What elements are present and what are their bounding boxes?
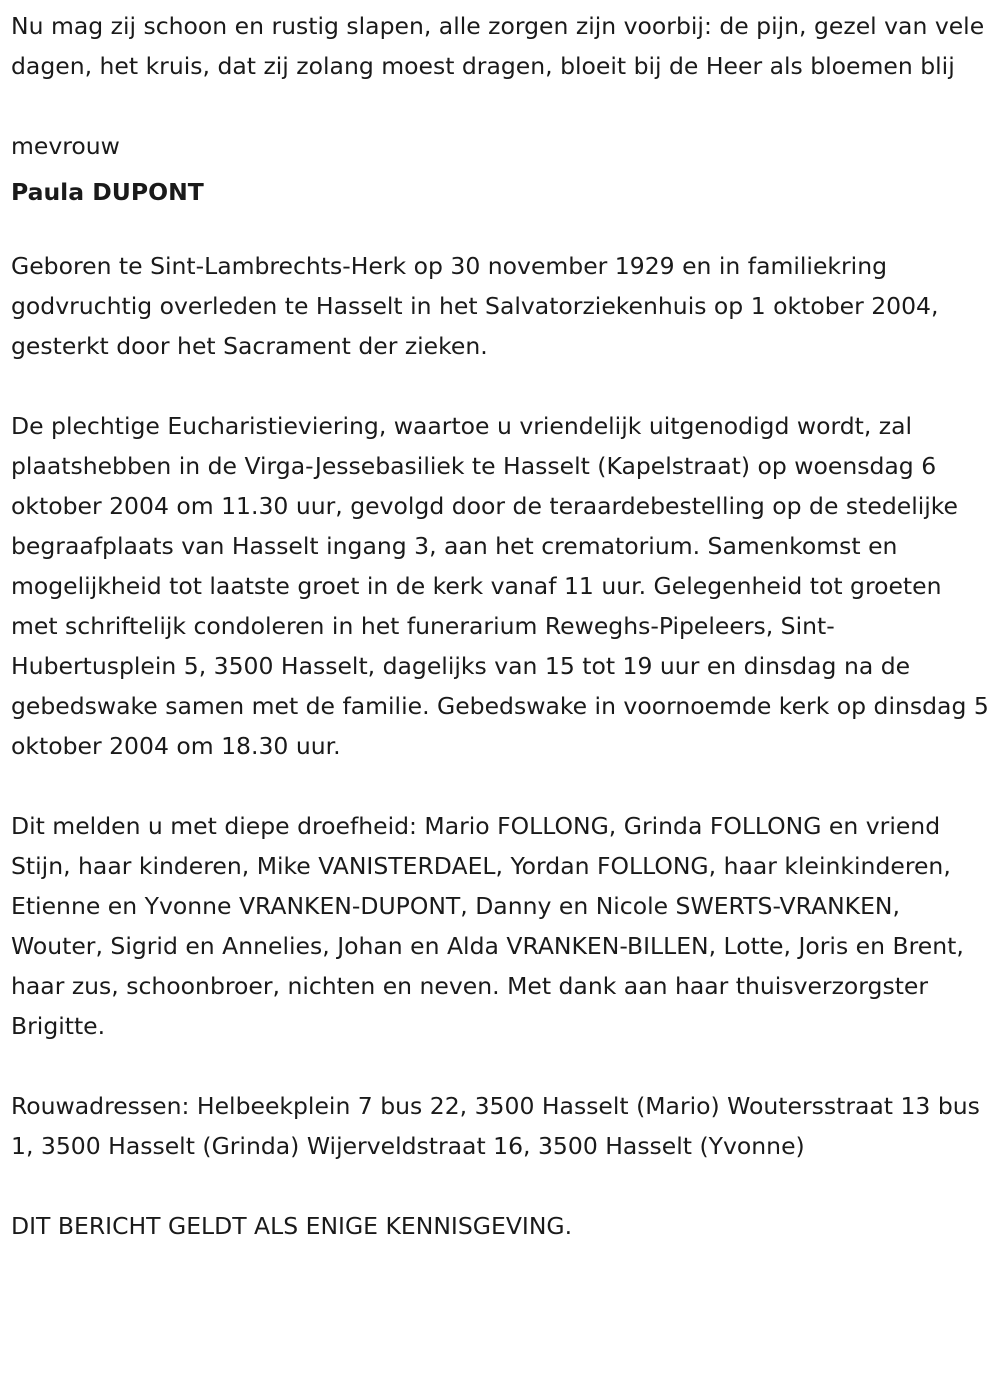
birth-death-paragraph: Geboren te Sint-Lambrechts-Herk op 30 november 1929 en in familiekring godvruchtig overleden te Hasselt in het Salvatorziekenhuis op 1 oktober 2004, gesterkt door het Sacrament der zieken. bbox=[11, 252, 939, 360]
ceremony-paragraph: De plechtige Eucharistieviering, waartoe u vriendelijk uitgenodigd wordt, zal plaatshebben in de Virga-Jessebasiliek te Hasselt (Kapelstraat) op woensdag 6 oktober 2004 om 11.30 uur, gevolgd door de teraardebestelling op de stedelijke begraafplaats van Hasselt ingang 3, aan het crematorium. Samenkomst en mogelijkheid tot laatste groet in de kerk vanaf 11 uur. Gelegenheid tot groeten met schriftelijk condoleren in het funerarium Reweghs-Pipeleers, Sint-Hubertusplein 5, 3500 Hasselt, dagelijks van 15 tot 19 uur en dinsdag na de gebedswake samen met de familie. Gebedswake in voornoemde kerk op dinsdag 5 oktober 2004 om 18.30 uur. bbox=[11, 412, 989, 760]
obituary-notice bbox=[11, 6, 991, 1246]
deceased-name: Paula DUPONT bbox=[11, 178, 204, 206]
family-paragraph: Dit melden u met diepe droefheid: Mario FOLLONG, Grinda FOLLONG en vriend Stijn, haar kinderen, Mike VANISTERDAEL, Yordan FOLLONG, haar kleinkinderen, Etienne en Yvonne VRANKEN-DUPONT, Danny en Nicole SWERTS-VRANKEN, Wouter, Sigrid en Annelies, Johan en Alda VRANKEN-BILLEN, Lotte, Joris en Brent, haar zus, schoonbroer, nichten en neven. Met dank aan haar thuisverzorgster Brigitte. bbox=[11, 812, 964, 1040]
addresses-paragraph: Rouwadressen: Helbeekplein 7 bus 22, 3500 Hasselt (Mario) Woutersstraat 13 bus 1, 3500 Hasselt (Grinda) Wijerveldstraat 16, 3500 Hasselt (Yvonne) bbox=[11, 1092, 980, 1160]
honorific-label: mevrouw bbox=[11, 132, 120, 160]
notice-text: DIT BERICHT GELDT ALS ENIGE KENNISGEVING. bbox=[11, 1212, 573, 1240]
poem-text: Nu mag zij schoon en rustig slapen, alle zorgen zijn voorbij: de pijn, gezel van vele dagen, het kruis, dat zij zolang moest dragen, bloeit bij de Heer als bloemen blij bbox=[11, 12, 985, 80]
